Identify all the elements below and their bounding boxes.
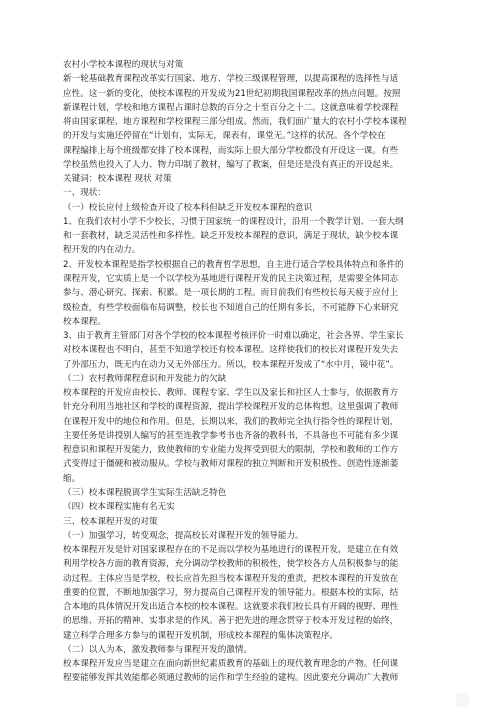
text-line: 级检查，有些学校面临布局调整，校长也不知道自己的任期有多长，不可能静下心来研究	[63, 302, 399, 313]
text-line: 动过程。主体应当是学校，校长应首先担当校本课程开发的重责，把校本课程的开发放在	[63, 573, 399, 584]
text-line: 针充分利用当地社区和学校的课程资源，提出学校课程开发的总体构想。这里强调了教师	[63, 402, 399, 413]
text-line: 式变得过于僵硬和被动服从。学校与教师对课程的独立判断和开发积极性、创造性逐渐萎	[63, 459, 399, 470]
text-line: 1、在我们农村小学不少校长，习惯于国家统一的课程设计，沿用一个教学计划、一套大纲	[63, 216, 404, 227]
text-line: 建立科学合理多方参与的课程开发机制，形成校本课程的集体决策程序。	[63, 630, 339, 641]
text-line: 校本课程开发是针对国家课程存在的不足而以学校为基地进行的课程开发，是建立在有效	[63, 545, 399, 556]
text-line: （二）以人为本，激发教师参与课程开发的激情。	[63, 644, 253, 655]
text-line: 新课程计划，学校和地方课程占课时总数的百分之十至百分之十二。这就意味着学校课程	[63, 102, 399, 113]
text-line: 的思维、开拓的精神、实事求是的作风。善于把先进的理念贯穿于校本开发过程的始终，	[63, 616, 399, 627]
text-line: 关键词：校本课程 现状 对策	[63, 174, 172, 185]
text-line: （二）农村教师课程意识和开发能力的欠缺	[63, 373, 227, 384]
text-line: 对校本课程也不明白，甚至不知道学校还有校本课程。这样使我们的校长对课程开发失去	[63, 345, 399, 356]
text-line: 校本课程开发应当是建立在面向新世纪素质教育的基础上的现代教育理念的产物。任何课	[63, 659, 399, 670]
text-line: 缩。	[63, 473, 81, 484]
text-line: 主要任务是讲授别人编写的甚至连教学参考书也齐备的教科书，不具备也不可能有多少课	[63, 430, 399, 441]
text-line: （四）校本课程实施有名无实	[63, 502, 175, 513]
text-line: 课程开发，它实质上是一个以学校为基地进行课程开发的民主决策过程，是需要全体同志	[63, 273, 399, 284]
text-line: 三、校本课程开发的对策	[63, 516, 158, 527]
text-line: 了外部压力，既无内在动力又无外部压力。所以，校本课程开发成了“水中月，镜中花”。	[63, 359, 399, 370]
text-line: （三）校本课程脱离学生实际生活缺乏特色	[63, 487, 227, 498]
text-line: 利用学校各方面的教育资源，充分调动学校教师的积极性，使学校各方人员积极参与的能	[63, 559, 399, 570]
text-line: 的开发与实施还停留在“计划有，实际无，课表有，课堂无。”这样的状况。各个学校在	[63, 131, 386, 142]
text-line: 校本课程。	[63, 316, 106, 327]
text-line: 合本地的具体情况开发出适合本校的校本课程。这就要求我们校长具有开阔的视野、理性	[63, 602, 399, 613]
text-line: 重要的位置，不断地加强学习，努力提高自己课程开发的领导能力。根据本校的实际，结	[63, 587, 399, 598]
text-line: 学校虽然也投入了人力、物力印制了教材，编写了教案，但是还是没有真正的开设起来。	[63, 159, 399, 170]
text-line: 将由国家课程、地方课程和学校课程三部分组成。然而，我们面广量大的农村小学校本课程	[63, 117, 407, 128]
text-line: 参与、潜心研究、探索、积累。是一项长期的工程。而目前我们有些校长每天疲于应付上	[63, 288, 399, 299]
text-line: 程意识和课程开发能力，致使教师的专业能力发挥受到很大的限制，学校和教师的工作方	[63, 445, 399, 456]
text-line: 和一套教材，缺乏灵活性和多样性。缺乏开发校本课程的意识，满足于现状，缺少校本课	[63, 231, 399, 242]
text-line: 程要能够发挥其效能都必须通过教师的运作和学生经验的建构。因此要充分调动广大教师	[63, 673, 399, 684]
text-line: 应性。这一新的变化，使校本课程的开发成为21世纪初期我国课程改革的热点问题。按照	[63, 88, 401, 99]
document-title: 农村小学校本课程的现状与对策	[63, 60, 184, 70]
text-line: （一）加强学习，转变观念，提高校长对课程开发的领导能力。	[63, 530, 304, 541]
text-line: 在课程开发中的地位和作用。但是，长期以来，我们的教师完全执行指令性的课程计划，	[63, 416, 399, 427]
text-line: 校本课程的开发应由校长、教师、课程专家、学生以及家长和社区人士参与，依据教育方	[63, 388, 399, 399]
text-line: 一、现状：	[63, 188, 106, 199]
corner-mark	[456, 693, 470, 707]
text-line: 课程编排上每个班级都安排了校本课程，而实际上很大部分学校都没有开设这一课。有些	[63, 145, 399, 156]
text-line: 2、开发校本课程是指学校根据自己的教育哲学思想，自主进行适合学校具体特点和条件的	[63, 259, 404, 270]
text-line: 程开发的内在动力。	[63, 245, 141, 256]
text-line: 新一轮基础教育课程改革实行国家、地方、学校三级课程管理，以提高课程的选择性与适	[63, 74, 399, 85]
text-line: （一）校长应付上级检查开设了校本科但缺乏开发校本课程的意识	[63, 202, 313, 213]
document-body	[63, 58, 438, 686]
text-line: 3、由于教育主管部门对各个学校的校本课程考核评价一时难以确定，社会各界、学生家长	[63, 331, 404, 342]
